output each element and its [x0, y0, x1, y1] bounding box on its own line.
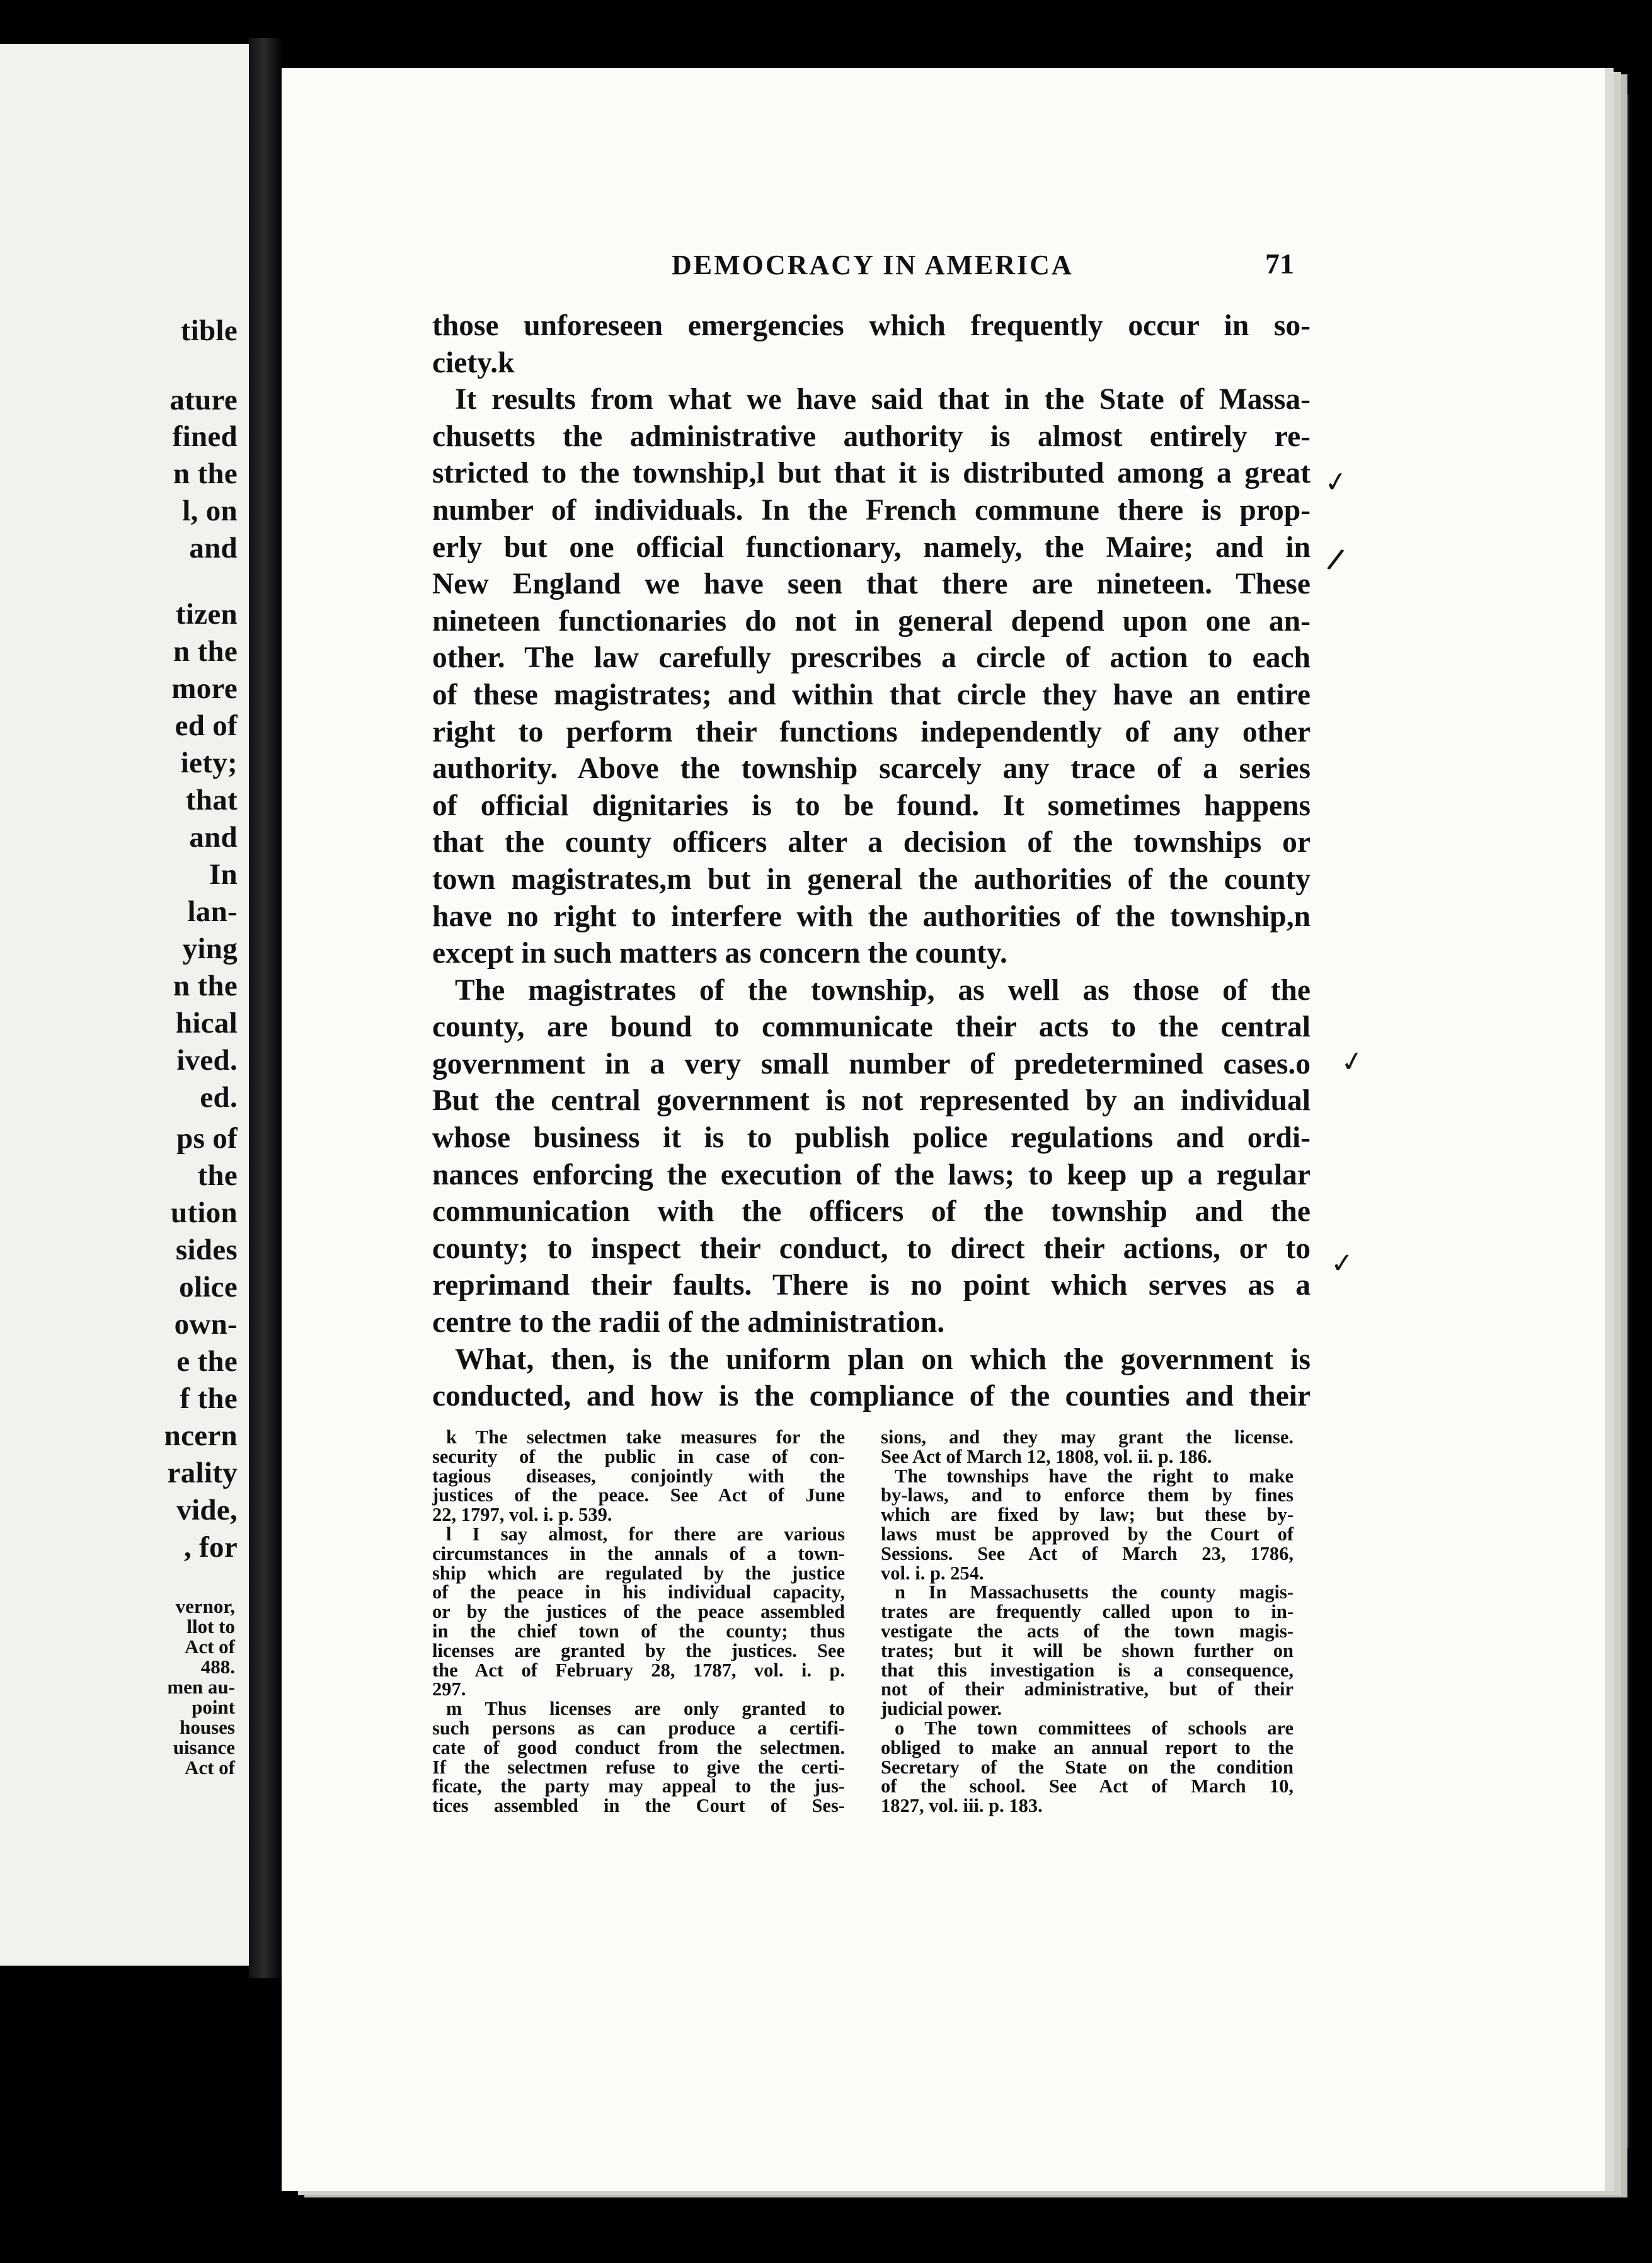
footnote-line: If the selectmen refuse to give the certi-	[432, 1756, 845, 1778]
footnote-line: vol. i. p. 254.	[881, 1562, 984, 1584]
left-text-line: and	[189, 532, 238, 564]
footnote-line: n In Massachusetts the county magis-	[895, 1581, 1293, 1603]
footnote-line: in the chief town of the county; thus	[432, 1620, 845, 1642]
left-text-line: n the	[173, 457, 238, 490]
running-head: DEMOCRACY IN AMERICA	[672, 249, 1074, 280]
footnote-line: laws must be approved by the Court of	[881, 1523, 1293, 1545]
footnote-line: circumstances in the annals of a town-	[432, 1542, 845, 1564]
left-footnote-line: Act of	[184, 1636, 235, 1658]
text-line: that the county officers alter a decision of the townships or	[432, 826, 1311, 859]
text-line: nineteen functionaries do not in general depend upon one an-	[432, 604, 1311, 638]
text-line: number of individuals. In the French commune there is prop-	[432, 493, 1311, 527]
text-line: other. The law carefully prescribes a circle of action to each	[432, 641, 1311, 675]
left-footnote-line: uisance	[173, 1736, 235, 1758]
book-gutter	[249, 38, 282, 1978]
text-line: ciety.k	[432, 346, 515, 379]
left-footnote-line: llot to	[186, 1615, 235, 1637]
footnote-line: that this investigation is a consequence,	[881, 1659, 1293, 1681]
text-line: centre to the radii of the administration.	[432, 1306, 945, 1339]
left-text-line: n the	[173, 970, 238, 1002]
footnote-line: licenses are granted by the justices. See	[432, 1639, 845, 1661]
footnote-line: m Thus licenses are only granted to	[446, 1698, 845, 1720]
text-line: county; to inspect their conduct, to direct their actions, or to	[432, 1232, 1311, 1265]
text-line: reprimand their faults. There is no point which serves as a	[432, 1269, 1311, 1302]
left-text-line: ncern	[164, 1419, 238, 1452]
left-text-line: lan-	[187, 895, 238, 928]
left-text-line: , for	[183, 1531, 238, 1564]
check-mark-icon: ✓	[1329, 1246, 1355, 1281]
check-mark-icon: /	[1325, 542, 1346, 576]
page-number: 71	[1265, 248, 1294, 280]
footnote-line: k The selectmen take measures for the	[446, 1426, 845, 1448]
text-line: authority. Above the township scarcely any trace of a series	[432, 752, 1311, 786]
left-text-line: more	[171, 672, 238, 705]
left-text-line: sides	[175, 1234, 238, 1266]
text-line: erly but one official functionary, namely, the Maire; and in	[432, 530, 1311, 564]
left-text-line: the	[197, 1159, 238, 1192]
left-text-line: iety;	[180, 747, 238, 779]
text-line: government in a very small number of predetermined cases.o	[432, 1047, 1311, 1080]
footnote-line: trates; but it will be shown further on	[881, 1639, 1293, 1661]
footnote-line: the Act of February 28, 1787, vol. i. p.	[432, 1659, 845, 1681]
left-text-line: ying	[182, 932, 238, 965]
left-footnote-line: vernor,	[175, 1595, 235, 1617]
text-line: town magistrates,m but in general the authorities of the county	[432, 862, 1311, 896]
footnote-line: obliged to make an annual report to the	[881, 1736, 1293, 1758]
footnote-line: judicial power.	[881, 1698, 1002, 1720]
text-line: have no right to interfere with the authorities of the township,n	[432, 900, 1311, 933]
footnote-line: which are fixed by law; but these by-	[881, 1504, 1293, 1526]
left-text-line: e the	[176, 1345, 238, 1378]
footnote-line: security of the public in case of con-	[432, 1445, 845, 1467]
footnote-line: 1827, vol. iii. p. 183.	[881, 1795, 1043, 1817]
footnote-line: vestigate the acts of the town magis-	[881, 1620, 1293, 1642]
text-line: But the central government is not represented by an individual	[432, 1084, 1311, 1118]
footnote-line: such persons as can produce a certifi-	[432, 1717, 845, 1739]
body-text	[432, 307, 1311, 1415]
footnote-line: justices of the peace. See Act of June	[432, 1484, 845, 1506]
left-text-line: vide,	[176, 1494, 238, 1527]
left-footnote-line: point	[192, 1696, 235, 1718]
left-text-line: and	[189, 821, 238, 854]
text-line: right to perform their functions independently of any other	[432, 715, 1311, 748]
left-text-line: rality	[167, 1457, 238, 1489]
footnote-line: ficate, the party may appeal to the jus-	[432, 1775, 845, 1797]
check-mark-icon: ✓	[1338, 1044, 1367, 1080]
footnote-line: ship which are regulated by the justice	[432, 1562, 845, 1584]
footnote-line: by-laws, and to enforce them by fines	[881, 1484, 1293, 1506]
text-line: of these magistrates; and within that circle they have an entire	[432, 678, 1311, 711]
text-line: The magistrates of the township, as well as those of the	[455, 973, 1311, 1007]
left-text-line: ived.	[176, 1044, 238, 1077]
text-line: communication with the officers of the township and the	[432, 1195, 1311, 1229]
footnote-line: sions, and they may grant the license.	[881, 1426, 1293, 1448]
text-line: those unforeseen emergencies which frequently occur in so-	[432, 309, 1311, 342]
text-line: nances enforcing the execution of the laws; to keep up a regular	[432, 1158, 1311, 1191]
footnote-line: The townships have the right to make	[895, 1465, 1293, 1487]
footnote-line: o The town committees of schools are	[895, 1717, 1293, 1739]
text-line: stricted to the township,l but that it is distributed among a great	[432, 457, 1311, 490]
footnote-line: l I say almost, for there are various	[446, 1523, 845, 1545]
left-text-line: ed.	[200, 1081, 238, 1114]
page-edge-stack	[1605, 95, 1630, 2148]
left-text-line: that	[185, 784, 238, 816]
left-text-line: n the	[173, 635, 238, 668]
left-footnote-line: Act of	[184, 1756, 235, 1779]
footnote-line: tagious diseases, conjointly with the	[432, 1465, 845, 1487]
left-page-fragment	[0, 44, 249, 1966]
left-text-line: tizen	[175, 598, 238, 631]
left-text-line: olice	[179, 1271, 238, 1303]
left-text-line: tible	[180, 314, 238, 347]
left-text-line: fined	[172, 420, 238, 453]
text-line: of official dignitaries is to be found. It sometimes happens	[432, 789, 1311, 822]
text-line: whose business it is to publish police regulations and ordi-	[432, 1121, 1311, 1155]
text-line: It results from what we have said that in the State of Massa-	[455, 383, 1311, 416]
left-text-line: ature	[169, 384, 238, 416]
check-mark-icon: ✓	[1322, 464, 1350, 500]
text-line: New England we have seen that there are nineteen. These	[432, 568, 1311, 601]
footnote-line: of the peace in his individual capacity,	[432, 1581, 845, 1603]
footnote-line: Secretary of the State on the condition	[881, 1756, 1293, 1778]
left-footnote-line: men au-	[167, 1676, 235, 1698]
footnote-line: 22, 1797, vol. i. p. 539.	[432, 1504, 612, 1526]
footnote-line: 297.	[432, 1678, 466, 1700]
footnotes-left-column	[432, 1428, 845, 1816]
left-text-line: In	[209, 858, 238, 891]
left-text-line: ps of	[176, 1122, 238, 1155]
footnote-line: or by the justices of the peace assembled	[432, 1601, 845, 1623]
text-line: county, are bound to communicate their acts to the central	[432, 1011, 1311, 1044]
text-line: What, then, is the uniform plan on which the government is	[455, 1343, 1311, 1376]
text-line: conducted, and how is the compliance of the counties and their	[432, 1380, 1311, 1413]
left-text-line: ution	[171, 1196, 238, 1229]
footnote-line: See Act of March 12, 1808, vol. ii. p. 186.	[881, 1445, 1212, 1467]
footnote-line: tices assembled in the Court of Ses-	[432, 1795, 845, 1817]
left-text-line: own-	[174, 1308, 238, 1341]
left-text-line: ed of	[175, 709, 238, 742]
footnote-line: trates are frequently called upon to in-	[881, 1601, 1293, 1623]
footnote-line: not of their administrative, but of their	[881, 1678, 1293, 1700]
footnotes-right-column	[881, 1428, 1293, 1816]
footnote-line: Sessions. See Act of March 23, 1786,	[881, 1542, 1293, 1564]
left-text-line: f the	[180, 1382, 238, 1415]
footnote-line: cate of good conduct from the selectmen.	[432, 1736, 845, 1758]
text-line: chusetts the administrative authority is almost entirely re-	[432, 420, 1311, 453]
footnote-line: of the school. See Act of March 10,	[881, 1775, 1293, 1797]
text-line: except in such matters as concern the county.	[432, 937, 1007, 970]
left-text-line: hical	[175, 1007, 238, 1040]
left-footnote-line: houses	[180, 1716, 235, 1738]
left-text-line: l, on	[182, 495, 238, 527]
left-footnote-line: 488.	[200, 1656, 235, 1678]
